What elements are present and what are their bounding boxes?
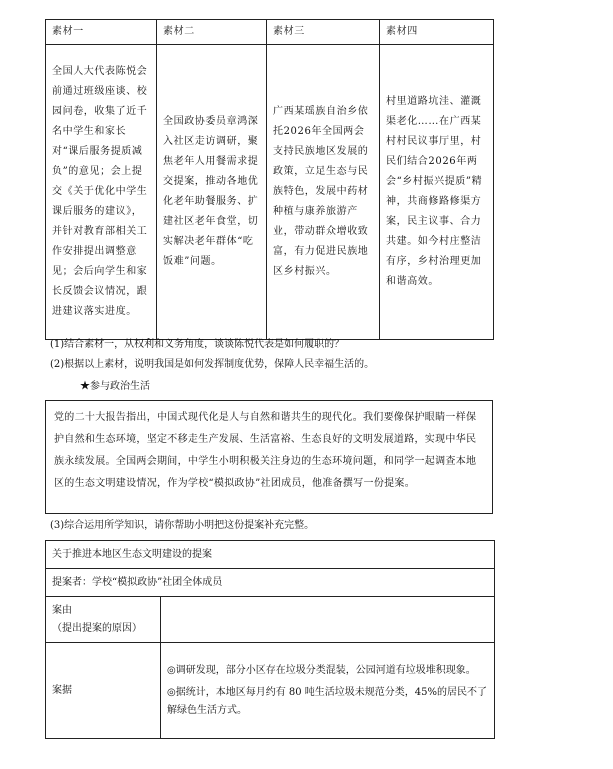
materials-table bbox=[45, 19, 494, 340]
material-content-1: 全国人大代表陈悦会前通过班级座谈、校园问卷，收集了近千名中学生和家长对“课后服务提质减负”的意见；会上提交《关于优化中学生课后服务的建议》，并针对教育部相关工作安排提出调整意见；会后向学生和家长反馈会议情况，跟进建议落实进度。 bbox=[46, 45, 157, 340]
materials-header-row bbox=[46, 20, 494, 45]
proposal-reason-row bbox=[46, 597, 495, 643]
proposal-basis-item-2: ◎据统计，本地区每月约有 80 吨生活垃圾未规范分类，45%的居民不了解绿色生活方式。 bbox=[167, 686, 488, 716]
materials-content-row bbox=[46, 45, 494, 340]
proposal-proposer-row bbox=[46, 569, 495, 597]
proposal-reason-field[interactable] bbox=[161, 597, 495, 643]
proposal-table bbox=[45, 540, 495, 739]
material-header-2: 素材二 bbox=[157, 20, 267, 45]
material-content-3: 广西某瑶族自治乡依托2026年全国两会支持民族地区发展的政策，立足生态与民族特色，发展中药材种植与康养旅游产业，带动群众增收致富，有力促进民族地区乡村振兴。 bbox=[267, 45, 380, 340]
material-header-1: 素材一 bbox=[46, 20, 157, 45]
question-2: (2)根据以上素材，说明我国是如何发挥制度优势，保障人民幸福生活的。 bbox=[50, 359, 375, 370]
proposal-proposer: 提案者：学校“模拟政协”社团全体成员 bbox=[46, 569, 495, 597]
proposal-basis-label: 案据 bbox=[46, 643, 161, 739]
proposal-basis-item-1: ◎调研发现，部分小区存在垃圾分类混装，公园河道有垃圾堆积现象。 bbox=[167, 664, 476, 676]
proposal-reason-label-main: 案由 bbox=[52, 604, 72, 616]
material-header-4: 素材四 bbox=[380, 20, 494, 45]
proposal-title-row bbox=[46, 541, 495, 569]
proposal-basis-content bbox=[161, 643, 495, 739]
proposal-basis-row bbox=[46, 643, 495, 739]
material-header-3: 素材三 bbox=[267, 20, 380, 45]
material-content-2: 全国政协委员章鸿深入社区走访调研，聚焦老年人用餐需求提交提案，推动各地优化老年助餐服务、扩建社区老年食堂，切实解决老年群体“吃饭难”问题。 bbox=[157, 45, 267, 340]
section-heading: ★参与政治生活 bbox=[80, 381, 150, 392]
proposal-reason-label bbox=[46, 597, 161, 643]
material-content-4: 村里道路坑洼、灌溉渠老化……在广西某村村民议事厅里，村民们结合2026年两会“乡村振兴提质”精神，共商修路修渠方案，民主议事、合力共建。如今村庄整洁有序，乡村治理更加和谐高效。 bbox=[380, 45, 494, 340]
proposal-reason-label-sub: （提出提案的原因） bbox=[52, 622, 142, 634]
question-1: (1)结合素材一，从权利和义务角度，谈谈陈悦代表是如何履职的？ bbox=[50, 339, 345, 350]
question-3: (3)综合运用所学知识，请你帮助小明把这份提案补充完整。 bbox=[50, 520, 315, 531]
proposal-title: 关于推进本地区生态文明建设的提案 bbox=[46, 541, 495, 569]
context-passage: 党的二十大报告指出，中国式现代化是人与自然和谐共生的现代化。我们要像保护眼睛一样保护自然和生态环境，坚定不移走生产发展、生活富裕、生态良好的文明发展道路，实现中华民族永续发展。全国两会期间，中学生小明积极关注身边的生态环境问题，和同学一起调查本地区的生态文明建设情况，作为学校“模拟政协”社团成员，他准备撰写一份提案。 bbox=[45, 400, 493, 514]
